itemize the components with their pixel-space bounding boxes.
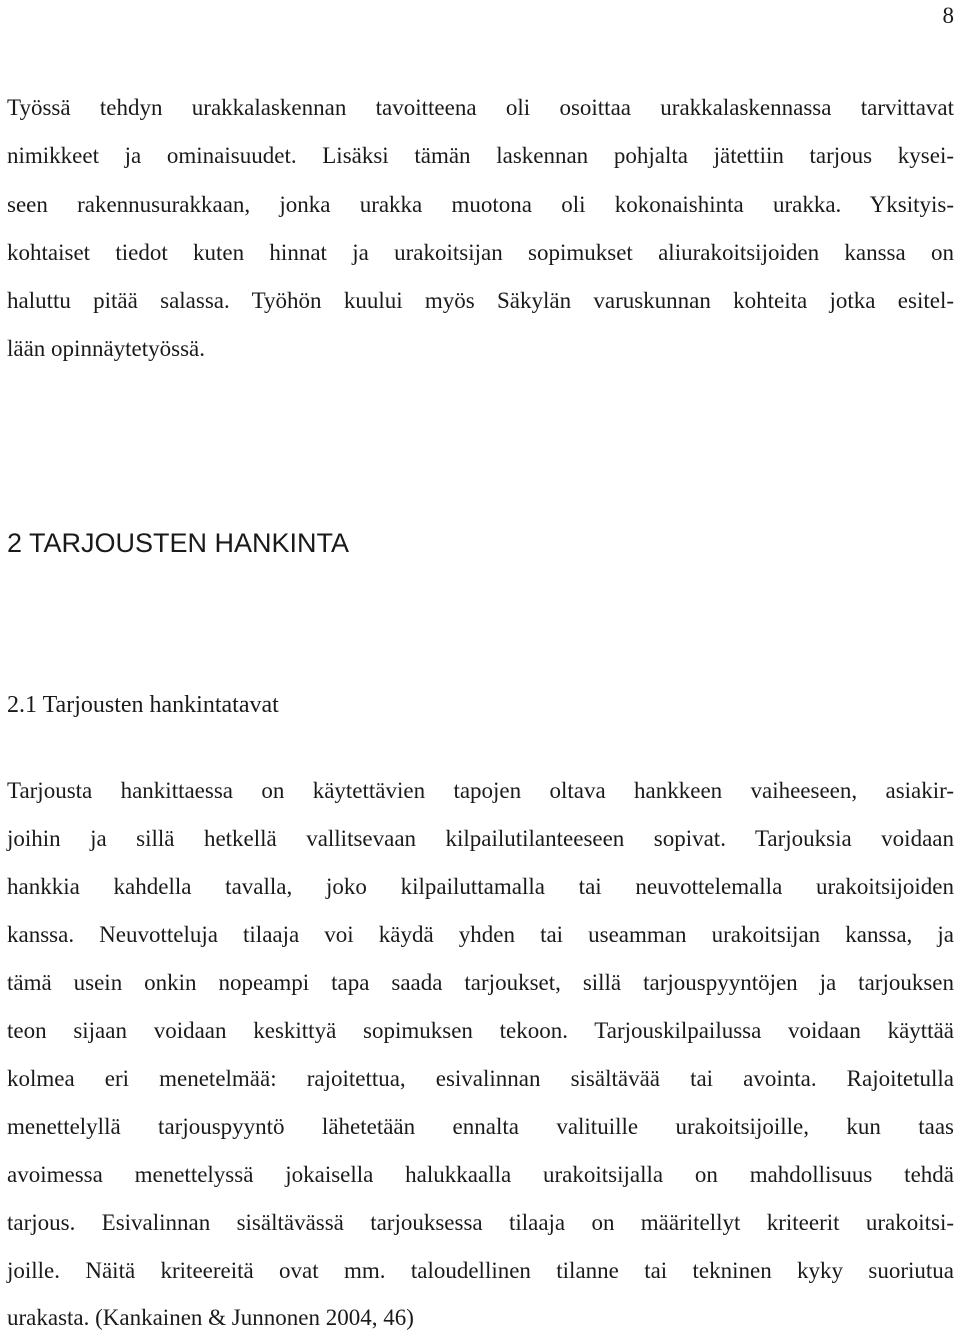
paragraph-line: hankkia kahdella tavalla, joko kilpailuttamalla tai neuvottelemalla urakoitsijoiden <box>7 874 954 899</box>
paragraph-line: kolmea eri menetelmää: rajoitettua, esivalinnan sisältävää tai avointa. Rajoitetulla <box>7 1066 954 1091</box>
paragraph-line: Työssä tehdyn urakkalaskennan tavoitteena oli osoittaa urakkalaskennassa tarvittavat <box>7 95 954 120</box>
paragraph-line: urakasta. (Kankainen & Junnonen 2004, 46) <box>7 1305 414 1330</box>
paragraph-line: nimikkeet ja ominaisuudet. Lisäksi tämän laskennan pohjalta jätettiin tarjous kysei- <box>7 143 954 168</box>
paragraph-line: joille. Näitä kriteereitä ovat mm. taloudellinen tilanne tai tekninen kyky suoriutua <box>7 1258 954 1283</box>
paragraph-line: haluttu pitää salassa. Työhön kuului myös Säkylän varuskunnan kohteita jotka esitel- <box>7 288 954 313</box>
paragraph-line: lään opinnäytetyössä. <box>7 336 206 361</box>
section-heading: 2 TARJOUSTEN HANKINTA <box>7 528 350 558</box>
paragraph-line: menettelyllä tarjouspyyntö lähetetään ennalta valituille urakoitsijoille, kun taas <box>7 1114 954 1139</box>
paragraph-line: kanssa. Neuvotteluja tilaaja voi käydä yhden tai useamman urakoitsijan kanssa, ja <box>7 922 954 947</box>
paragraph-line: joihin ja sillä hetkellä vallitsevaan kilpailutilanteeseen sopivat. Tarjouksia voidaan <box>7 826 954 851</box>
paragraph-line: tarjous. Esivalinnan sisältävässä tarjouksessa tilaaja on määritellyt kriteerit urakoitsi- <box>7 1210 954 1235</box>
page-number: 8 <box>942 3 954 28</box>
paragraph-line: avoimessa menettelyssä jokaisella halukkaalla urakoitsijalla on mahdollisuus tehdä <box>7 1162 954 1187</box>
paragraph-line: tämä usein onkin nopeampi tapa saada tarjoukset, sillä tarjouspyyntöjen ja tarjouksen <box>7 970 954 995</box>
paragraph-line: teon sijaan voidaan keskittyä sopimuksen tekoon. Tarjouskilpailussa voidaan käyttää <box>7 1018 954 1043</box>
paragraph-line: kohtaiset tiedot kuten hinnat ja urakoitsijan sopimukset aliurakoitsijoiden kanssa on <box>7 240 954 265</box>
paragraph-line: seen rakennusurakkaan, jonka urakka muotona oli kokonaishinta urakka. Yksityis- <box>7 192 954 217</box>
paragraph-line: Tarjousta hankittaessa on käytettävien tapojen oltava hankkeen vaiheeseen, asiakir- <box>7 778 954 803</box>
subsection-heading: 2.1 Tarjousten hankintatavat <box>7 692 279 718</box>
